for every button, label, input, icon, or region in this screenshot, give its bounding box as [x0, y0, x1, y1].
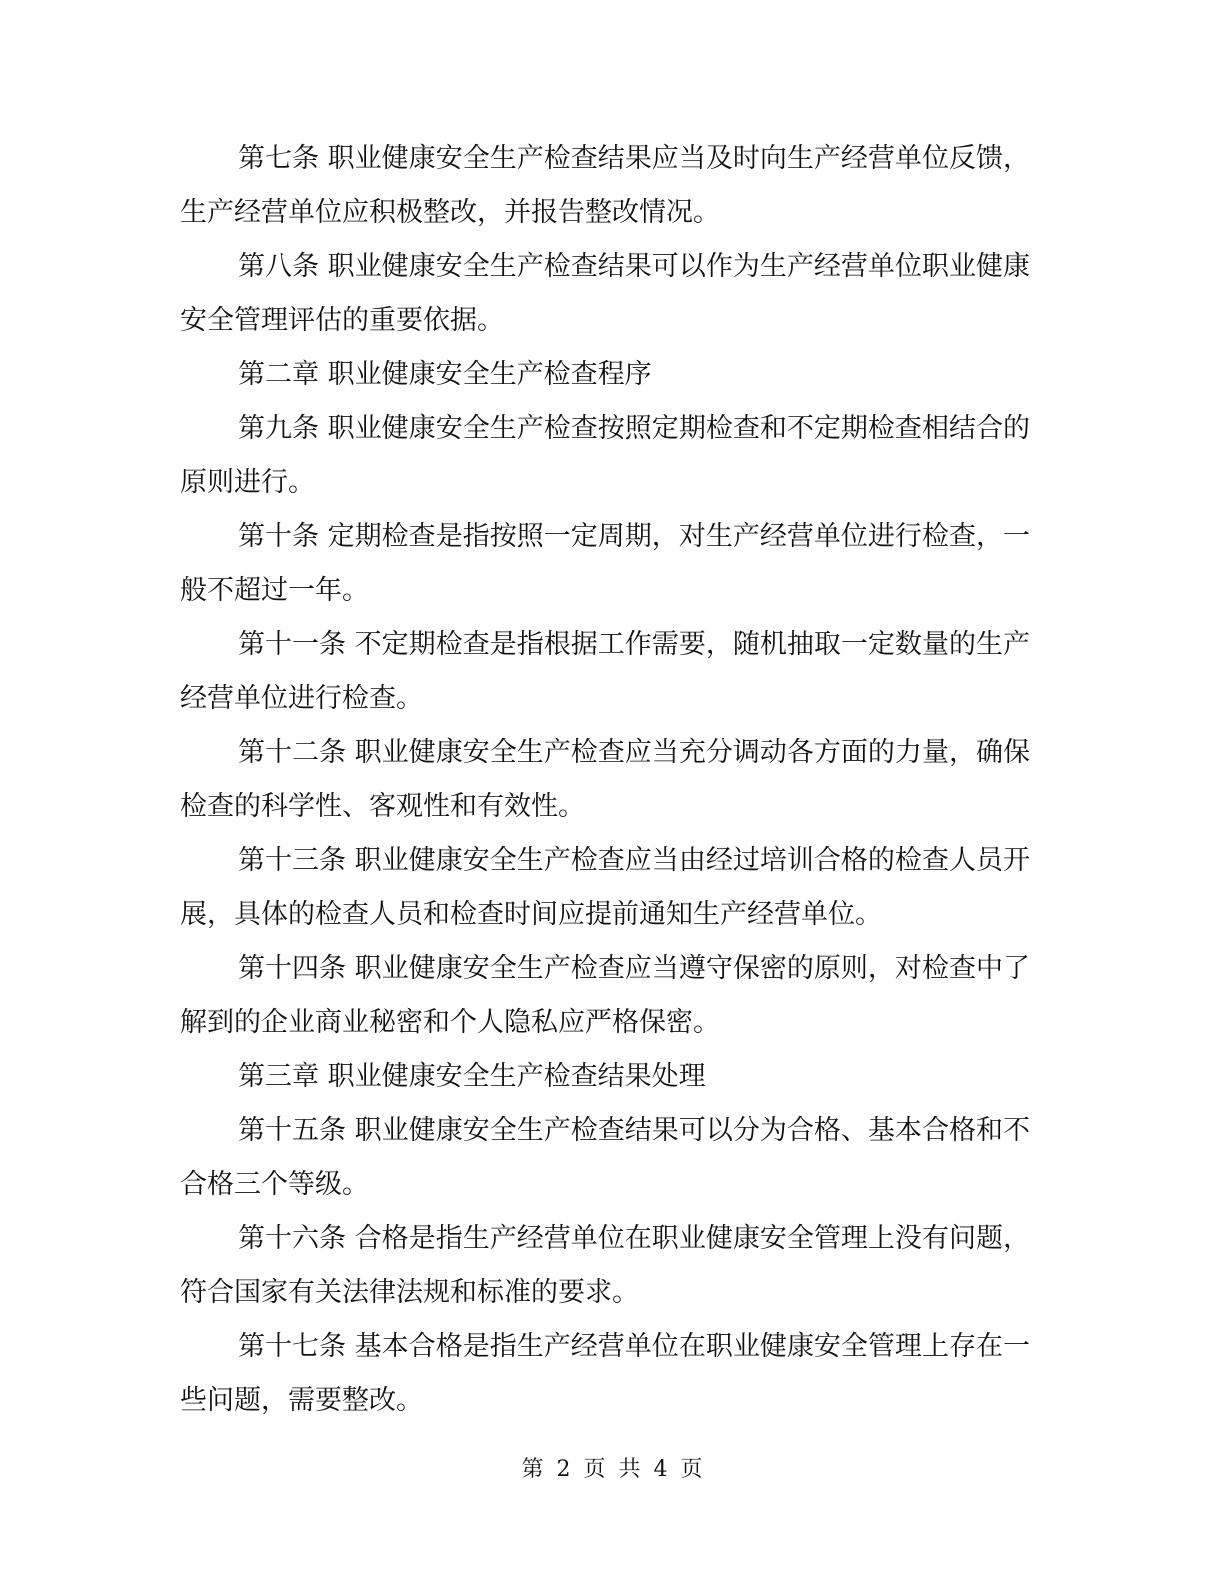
chapter-3-heading: 第三章 职业健康安全生产检查结果处理 — [238, 1061, 706, 1092]
article-12: 第十二条 职业健康安全生产检查应当充分调动各方面的力量，确保检查的科学性、客观性和有效性。 — [180, 737, 1030, 822]
page-number-footer: 第 2 页 共 4 页 — [521, 1457, 703, 1482]
article-10: 第十条 定期检查是指按照一定周期，对生产经营单位进行检查，一般不超过一年。 — [180, 521, 1030, 606]
article-16: 第十六条 合格是指生产经营单位在职业健康安全管理上没有问题，符合国家有关法律法规和标准的要求。 — [180, 1223, 1030, 1308]
article-7: 第七条 职业健康安全生产检查结果应当及时向生产经营单位反馈，生产经营单位应积极整改，并报告整改情况。 — [180, 143, 1030, 228]
article-11: 第十一条 不定期检查是指根据工作需要，随机抽取一定数量的生产经营单位进行检查。 — [180, 629, 1030, 714]
article-9: 第九条 职业健康安全生产检查按照定期检查和不定期检查相结合的原则进行。 — [180, 413, 1030, 498]
chapter-2-heading: 第二章 职业健康安全生产检查程序 — [238, 359, 652, 390]
article-15: 第十五条 职业健康安全生产检查结果可以分为合格、基本合格和不合格三个等级。 — [180, 1115, 1030, 1200]
article-17: 第十七条 基本合格是指生产经营单位在职业健康安全管理上存在一些问题，需要整改。 — [180, 1331, 1030, 1416]
article-14: 第十四条 职业健康安全生产检查应当遵守保密的原则，对检查中了解到的企业商业秘密和个人隐私应严格保密。 — [180, 953, 1030, 1038]
article-8: 第八条 职业健康安全生产检查结果可以作为生产经营单位职业健康安全管理评估的重要依据。 — [180, 251, 1030, 336]
article-13: 第十三条 职业健康安全生产检查应当由经过培训合格的检查人员开展，具体的检查人员和检查时间应提前通知生产经营单位。 — [180, 845, 1030, 930]
document-body — [180, 132, 1030, 1428]
